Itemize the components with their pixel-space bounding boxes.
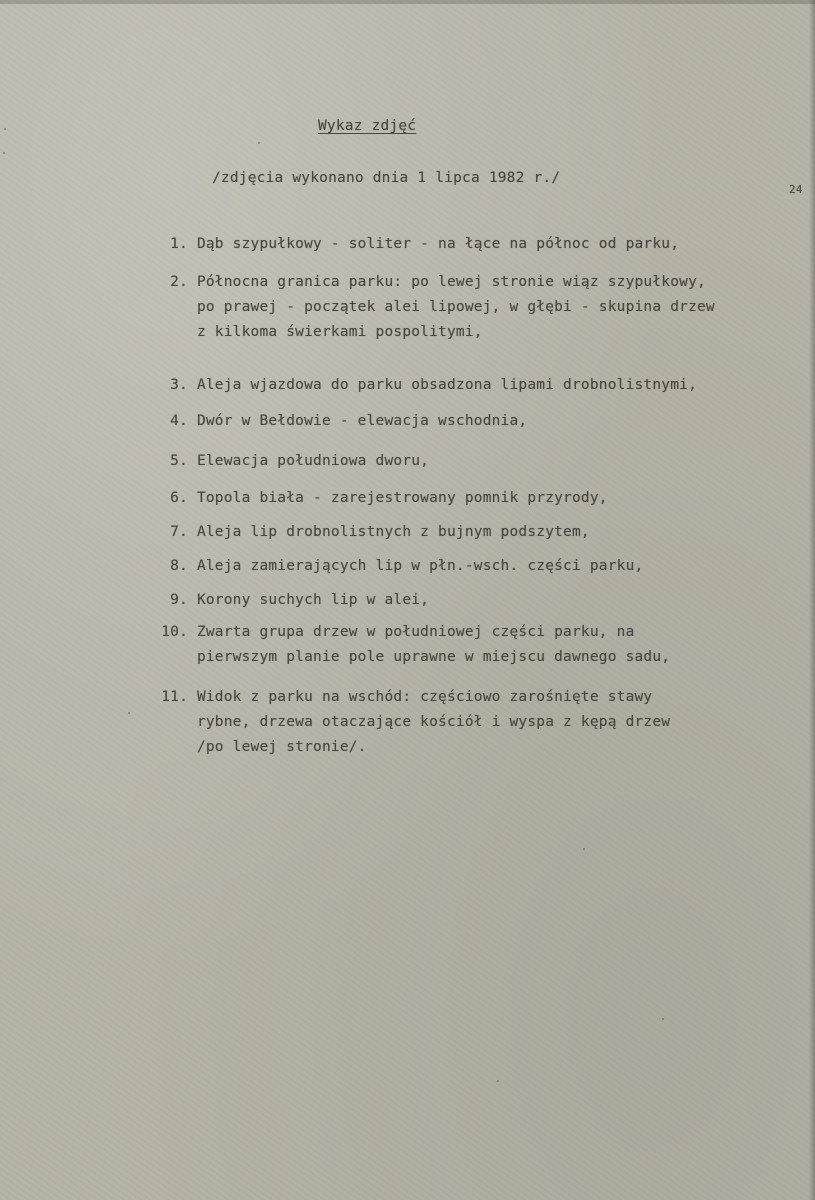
item-number: 7. [170,524,188,540]
paper-speck [258,142,260,144]
list-item [140,232,790,257]
item-line: Topola biała - zarejestrowany pomnik przyrody, [196,490,608,506]
list-item [140,486,790,511]
item-text [197,685,670,760]
item-line: po prawej - początek alei lipowej, w głębi - skupina drzew [196,299,715,315]
list-item [140,520,790,545]
margin-mark: 24 [789,183,803,196]
item-number: 1. [170,236,188,252]
paper-right-edge [809,0,815,1200]
item-number: 8. [170,558,188,574]
list-item [140,409,790,434]
item-line: Widok z parku na wschód: częściowo zarośnięte stawy [196,689,653,705]
item-line: rybne, drzewa otaczające kościół i wyspa z kępą drzew [196,714,671,730]
item-text [197,232,679,257]
paper-top-edge [0,0,815,4]
item-text [197,449,429,474]
paper-speck [128,712,130,714]
item-text [197,270,715,345]
item-line: Dwór w Bełdowie - elewacja wschodnia, [196,413,528,429]
item-number: 2. [170,274,188,290]
item-line: /po lewej stronie/. [196,739,367,755]
list-item [140,449,790,474]
list-item [140,685,790,760]
item-line: Aleja zamierających lip w płn.-wsch. części parku, [196,558,644,574]
item-line: pierwszym planie pole uprawne w miejscu dawnego sadu, [196,649,671,665]
item-text [197,588,429,613]
list-item [140,620,790,670]
paper-speck [583,848,585,850]
item-line: Korony suchych lip w alei, [196,592,430,608]
item-number: 11. [161,689,188,705]
item-line: Dąb szypułkowy - soliter - na łące na północ od parku, [196,236,680,252]
item-line: Zwarta grupa drzew w południowej części parku, na [196,624,635,640]
list-item [140,270,790,345]
item-text [197,373,697,398]
item-text [197,554,644,579]
item-number: 6. [170,490,188,506]
list-item [140,554,790,579]
item-number: 9. [170,592,188,608]
item-line: Północna granica parku: po lewej stronie wiąz szypułkowy, [196,274,706,290]
item-text [197,409,527,434]
item-line: Aleja wjazdowa do parku obsadzona lipami drobnolistnymi, [196,377,698,393]
item-number: 4. [170,413,188,429]
item-number: 3. [170,377,188,393]
list-item [140,373,790,398]
document-subtitle: /zdjęcia wykonano dnia 1 lipca 1982 r./ [212,170,561,186]
paper-speck [3,152,5,154]
paper-speck [4,128,6,130]
paper-speck [497,1080,499,1082]
paper-speck [662,1018,664,1020]
item-line: Elewacja południowa dworu, [196,453,430,469]
item-text [197,620,670,670]
item-number: 10. [161,624,188,640]
item-text [197,486,608,511]
item-line: Aleja lip drobnolistnych z bujnym podszytem, [196,524,590,540]
list-item [140,588,790,613]
item-number: 5. [170,453,188,469]
item-line: z kilkoma świerkami pospolitymi, [196,324,483,340]
item-text [197,520,590,545]
document-title: Wykaz zdjęć [318,118,417,134]
